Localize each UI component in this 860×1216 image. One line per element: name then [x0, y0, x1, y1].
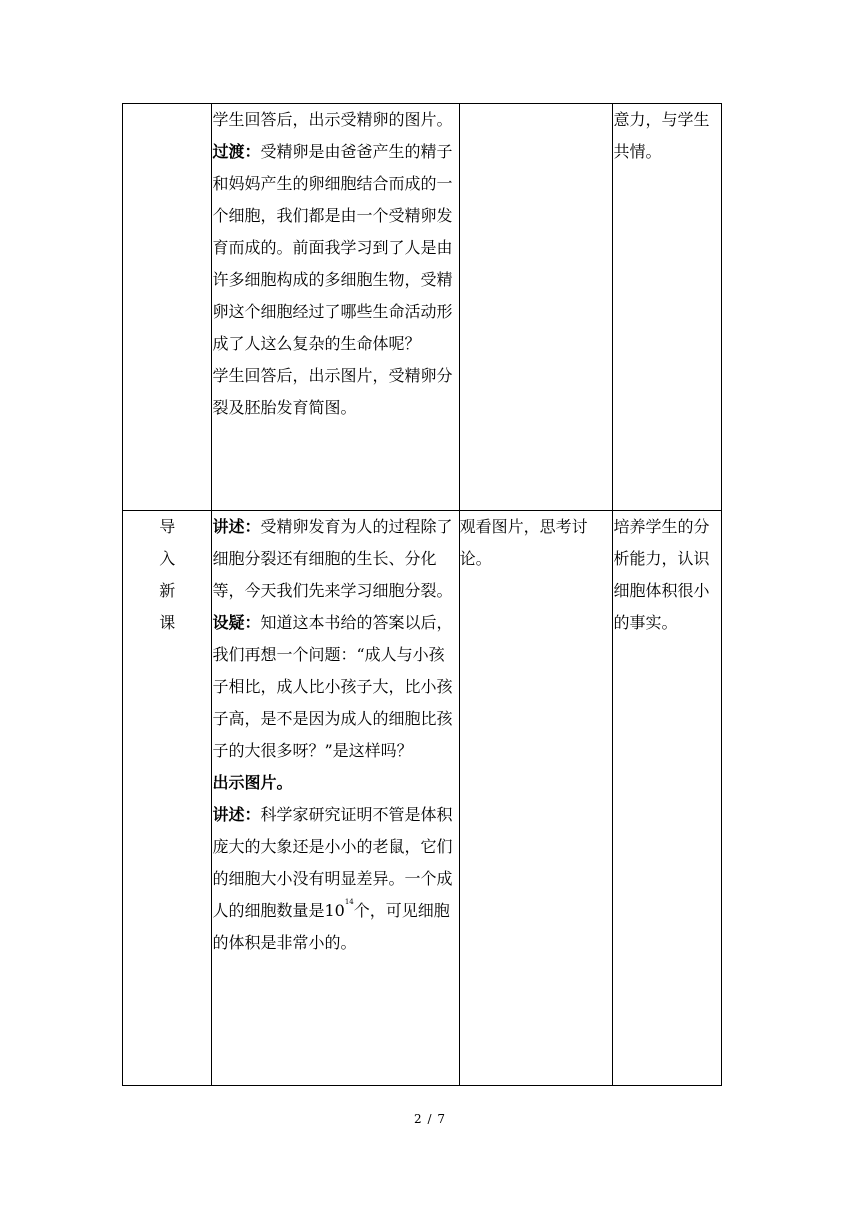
paragraph-text: 科学家研究证明不管是体积庞大的大象还是小小的老鼠，它们的细胞大小没有明显差异。一个成人的细胞数量是	[212, 805, 453, 920]
table-row	[123, 511, 722, 1086]
design-intent-cell	[613, 511, 722, 1086]
power-base: 10	[324, 901, 345, 920]
design-intent-text: 意力，与学生共情。	[613, 110, 710, 161]
teacher-paragraph	[212, 767, 458, 799]
paragraph-text: 知道这本书给的答案以后，我们再想一个问题：“成人与小孩子相比，成人比小孩子大，比小孩子高，是不是因为成人的细胞比孩子的大很多呀？”是这样吗？	[212, 613, 453, 760]
page-number: 2 / 7	[414, 1112, 446, 1126]
step-cell-empty	[123, 104, 212, 511]
paragraph-text: 个，可见细胞的体积是非常小的。	[212, 901, 450, 952]
teacher-paragraph	[212, 136, 458, 360]
step-char: 课	[159, 613, 176, 632]
keyword-label: 设疑：	[212, 613, 261, 632]
keyword-label: 过渡：	[212, 142, 261, 161]
design-intent-text: 培养学生的分析能力，认识细胞体积很小的事实。	[613, 517, 710, 632]
teacher-paragraph	[212, 799, 458, 959]
teacher-paragraph	[212, 607, 458, 767]
step-char: 新	[159, 581, 176, 600]
student-activity-cell	[459, 511, 613, 1086]
keyword-label: 讲述：	[212, 805, 261, 824]
paragraph-text: 受精卵发育为人的过程除了细胞分裂还有细胞的生长、分化等，今天我们先来学习细胞分裂。	[212, 517, 453, 600]
keyword-label: 讲述：	[212, 517, 261, 536]
step-cell	[123, 511, 212, 1086]
keyword-label: 出示图片。	[212, 773, 293, 792]
paragraph-text: 学生回答后，出示图片，受精卵分裂及胚胎发育简图。	[212, 366, 453, 417]
teacher-paragraph	[212, 360, 458, 424]
teacher-paragraph	[212, 511, 458, 607]
teacher-activity-cell	[212, 104, 459, 511]
teacher-paragraph	[212, 104, 458, 136]
table-row	[123, 104, 722, 511]
paragraph-text: 受精卵是由爸爸产生的精子和妈妈产生的卵细胞结合而成的一个细胞，我们都是由一个受精卵发育而成的。前面我学习到了人是由许多细胞构成的多细胞生物，受精卵这个细胞经过了哪些生命活动形成了人这么复杂的生命体呢？	[212, 142, 453, 353]
lesson-plan-table	[122, 103, 722, 1086]
step-char: 导	[159, 517, 176, 536]
paragraph-text: 学生回答后，出示受精卵的图片。	[212, 110, 453, 129]
student-activity-text: 观看图片，思考讨论。	[459, 517, 588, 568]
power-exponent: 14	[344, 898, 354, 906]
student-activity-cell	[459, 104, 613, 511]
design-intent-cell	[613, 104, 722, 511]
teacher-activity-cell	[212, 511, 459, 1086]
step-char: 入	[159, 549, 176, 568]
